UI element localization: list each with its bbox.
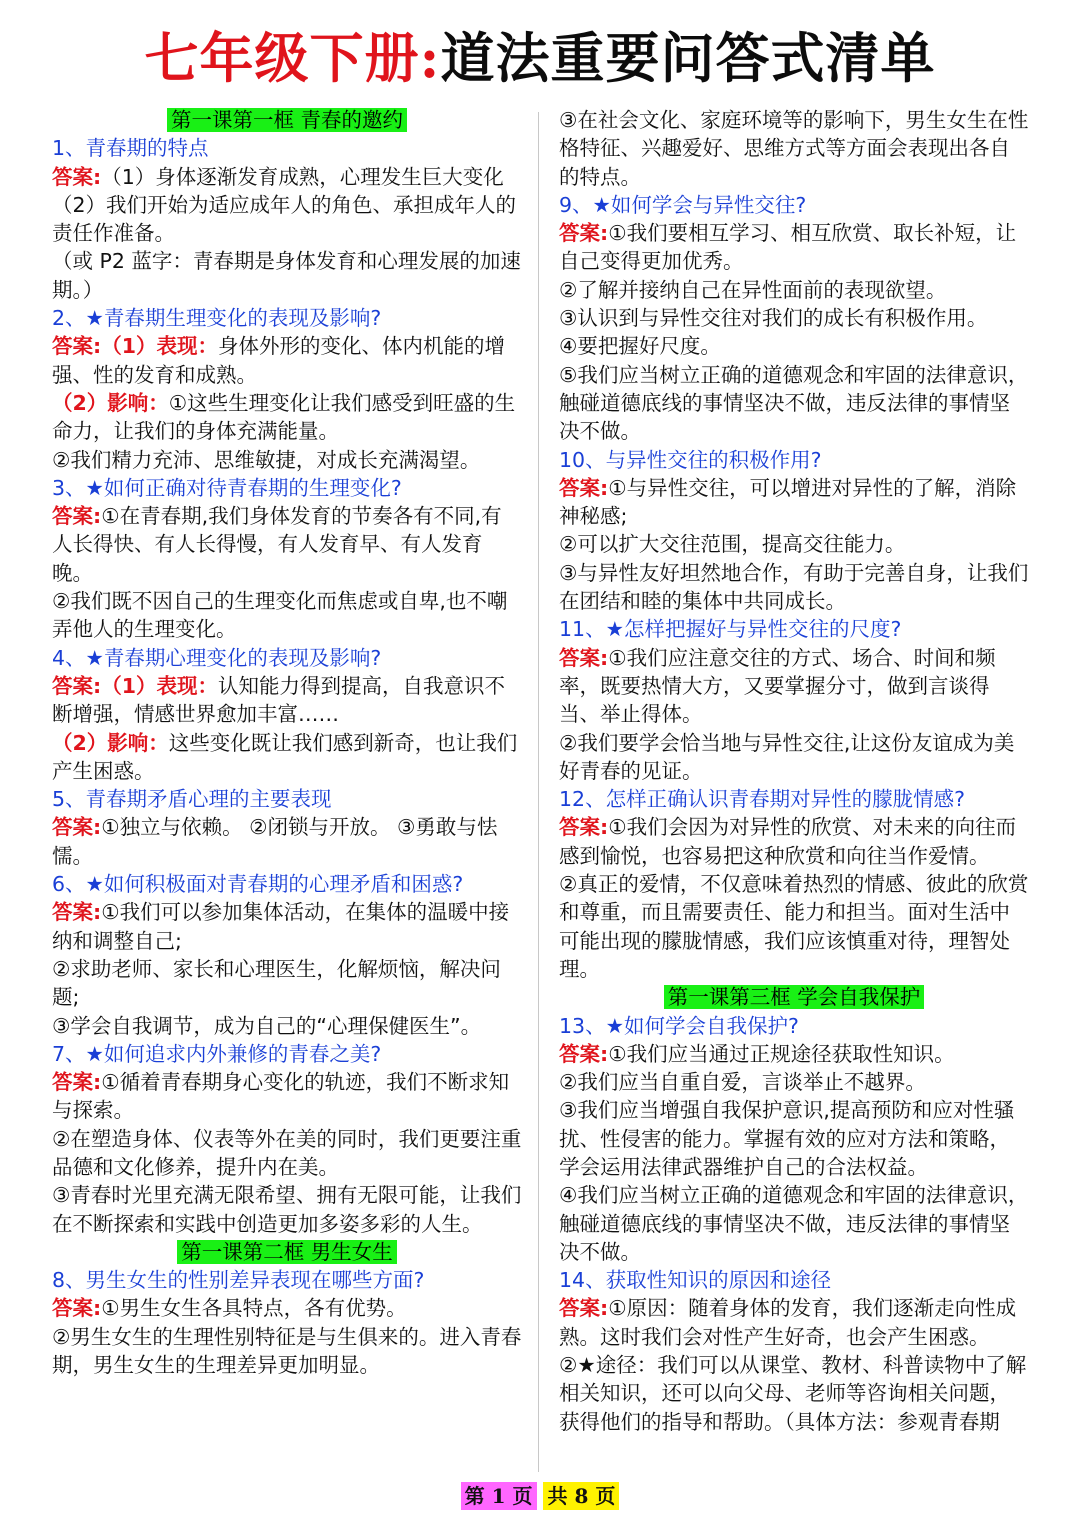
answer-label: 答案: [559, 221, 609, 246]
title-grade: 七年级下册: [144, 26, 441, 90]
answer-6-2: ②求助老师、家长和心理医生，化解烦恼，解决问题; [52, 956, 501, 1010]
answer-1-1: 答案:（1）身体逐渐发育成熟，心理发生巨大变化 [52, 164, 504, 189]
answer-9-4: ④要把握好尺度。 [559, 334, 721, 359]
question-3: 3、★如何正确对待青春期的生理变化? [52, 475, 402, 500]
question-6: 6、★如何积极面对青春期的心理矛盾和困惑? [52, 872, 464, 897]
section-header: 第一课第一框 青春的邀约 [52, 106, 522, 134]
answer-8-3: ③在社会文化、家庭环境等的影响下，男生女生在性格特征、兴趣爱好、思维方式等方面会表现出各自的特点。 [559, 108, 1029, 189]
answer-label: 答案: [52, 334, 102, 359]
question-13: 13、★如何学会自我保护? [559, 1013, 799, 1038]
answer-label: 答案: [52, 1070, 102, 1095]
answer-label: 答案: [52, 164, 102, 189]
answer-11-2: ②我们要学会恰当地与异性交往,让这份友谊成为美好青春的见证。 [559, 730, 1015, 783]
answer-2-1: 答案:（1）表现：身体外形的变化、体内机能的增强、性的发育和成熟。 [52, 334, 505, 387]
answer-label: 答案: [559, 1296, 609, 1321]
answer-5-1: 答案:①独立与依赖。 ②闭锁与开放。 ③勇敢与怯懦。 [52, 815, 498, 868]
answer-8-1: 答案:①男生女生各具特点，各有优势。 [52, 1296, 407, 1321]
answer-label: 答案: [52, 900, 102, 925]
answer-label: 答案: [52, 1296, 102, 1321]
answer-label: 答案: [52, 504, 102, 529]
answer-14-1: 答案:①原因：随着身体的发育，我们逐渐走向性成熟。这时我们会对性产生好奇，也会产生困惑。 [559, 1296, 1017, 1349]
right-column [559, 106, 1029, 1436]
answer-13-1: 答案:①我们应当通过正规途径获取性知识。 [559, 1041, 955, 1066]
column-divider [538, 112, 539, 1472]
answer-13-2: ②我们应当自重自爱，言谈举止不越界。 [559, 1070, 926, 1095]
answer-13-4: ④我们应当树立正确的道德观念和牢固的法律意识，触碰道德底线的事情坚决不做，违反法律的事情坚决不做。 [559, 1183, 1029, 1264]
answer-10-3: ③与异性友好坦然地合作，有助于完善自身，让我们在团结和睦的集体中共同成长。 [559, 560, 1029, 614]
answer-14-2: ②★途径：我们可以从课堂、教材、科普读物中了解相关知识，还可以向父母、老师等咨询相关问题，获得他们的指导和帮助。（具体方法：参观青春期 [559, 1353, 1027, 1434]
answer-12-2: ②真正的爱情，不仅意味着热烈的情感、彼此的欣赏和尊重，而且需要责任、能力和担当。面对生活中可能出现的朦胧情感，我们应该慎重对待，理智处理。 [559, 872, 1029, 981]
answer-7-1: 答案:①循着青春期身心变化的轨迹，我们不断求知与探索。 [52, 1070, 510, 1123]
question-14: 14、获取性知识的原因和途径 [559, 1268, 832, 1293]
answer-8-2: ②男生女生的生理性别特征是与生俱来的。进入青春期，男生女生的生理差异更加明显。 [52, 1324, 522, 1378]
answer-9-5: ⑤我们应当树立正确的道德观念和牢固的法律意识，触碰道德底线的事情坚决不做，违反法律的事情坚决不做。 [559, 362, 1029, 444]
section-header: 第一课第三框 学会自我保护 [559, 983, 1029, 1011]
question-8: 8、男生女生的性别差异表现在哪些方面? [52, 1268, 425, 1293]
answer-7-3: ③青春时光里充满无限希望、拥有无限可能，让我们在不断探索和实践中创造更加多姿多彩的人生。 [52, 1183, 522, 1236]
page-footer [0, 1481, 1080, 1511]
answer-13-3: ③我们应当增强自我保护意识,提高预防和应对性骚扰、性侵害的能力。掌握有效的应对方法和策略，学会运用法律武器维护自己的合法权益。 [559, 1098, 1015, 1179]
question-2: 2、★青春期生理变化的表现及影响? [52, 306, 382, 331]
answer-label: 答案: [559, 475, 609, 500]
answer-2-3: ②我们精力充沛、思维敏捷，对成长充满渴望。 [52, 447, 481, 472]
answer-9-2: ②了解并接纳自己在异性面前的表现欲望。 [559, 277, 947, 302]
title-subject: 道法重要问答式清单 [440, 26, 936, 90]
answer-7-2: ②在塑造身体、仪表等外在美的同时，我们更要注重品德和文化修养，提升内在美。 [52, 1126, 522, 1179]
answer-11-1: 答案:①我们应注意交往的方式、场合、时间和频率，既要热情大方，又要掌握分寸，做到言谈得当、举止得体。 [559, 645, 996, 727]
answer-label: 答案: [52, 673, 102, 698]
question-9: 9、★如何学会与异性交往? [559, 192, 807, 217]
answer-1-2: （2）我们开始为适应成年人的角色、承担成年人的责任作准备。 [52, 192, 517, 246]
section-header: 第一课第二框 男生女生 [52, 1238, 522, 1266]
question-1: 1、青春期的特点 [52, 136, 209, 161]
page-total: 共 8 页 [543, 1482, 619, 1510]
page-title [0, 22, 1080, 94]
answer-12-1: 答案:①我们会因为对异性的欣赏、对未来的向往而感到愉悦，也容易把这种欣赏和向往当作爱情。 [559, 815, 1017, 868]
answer-3-1: 答案:①在青春期,我们身体发育的节奏各有不同,有人长得快、有人长得慢，有人发育早、有人发育晚。 [52, 504, 502, 585]
answer-4-1: 答案:（1）表现：认知能力得到提高，自我意识不断增强，情感世界愈加丰富…… [52, 673, 505, 727]
answer-6-1: 答案:①我们可以参加集体活动，在集体的温暖中接纳和调整自己; [52, 900, 510, 953]
answer-10-1: 答案:①与异性交往，可以增进对异性的了解，消除神秘感; [559, 475, 1017, 529]
question-12: 12、怎样正确认识青春期对异性的朦胧情感? [559, 787, 965, 812]
answer-4-2: （2）影响：这些变化既让我们感到新奇，也让我们产生困惑。 [52, 730, 518, 783]
page-number: 第 1 页 [461, 1482, 537, 1510]
answer-2-2: （2）影响：①这些生理变化让我们感受到旺盛的生命力，让我们的身体充满能量。 [52, 390, 516, 444]
question-4: 4、★青春期心理变化的表现及影响? [52, 645, 382, 670]
answer-9-3: ③认识到与异性交往对我们的成长有积极作用。 [559, 306, 988, 331]
question-11: 11、★怎样把握好与异性交往的尺度? [559, 617, 902, 642]
answer-label: 答案: [559, 815, 609, 840]
answer-9-1: 答案:①我们要相互学习、相互欣赏、取长补短，让自己变得更加优秀。 [559, 221, 1017, 274]
answer-6-3: ③学会自我调节，成为自己的“心理保健医生”。 [52, 1013, 482, 1038]
answer-label: 答案: [52, 815, 102, 840]
answer-3-2: ②我们既不因自己的生理变化而焦虑或自卑,也不嘲弄他人的生理变化。 [52, 589, 508, 642]
answer-10-2: ②可以扩大交往范围，提高交往能力。 [559, 532, 906, 557]
question-10: 10、与异性交往的积极作用? [559, 447, 822, 472]
question-5: 5、青春期矛盾心理的主要表现 [52, 787, 332, 812]
answer-label: 答案: [559, 645, 609, 670]
answer-1-3: （或 P2 蓝字：青春期是身体发育和心理发展的加速期。） [52, 249, 521, 302]
question-7: 7、★如何追求内外兼修的青春之美? [52, 1041, 382, 1066]
answer-label: 答案: [559, 1041, 609, 1066]
left-column [52, 106, 522, 1379]
